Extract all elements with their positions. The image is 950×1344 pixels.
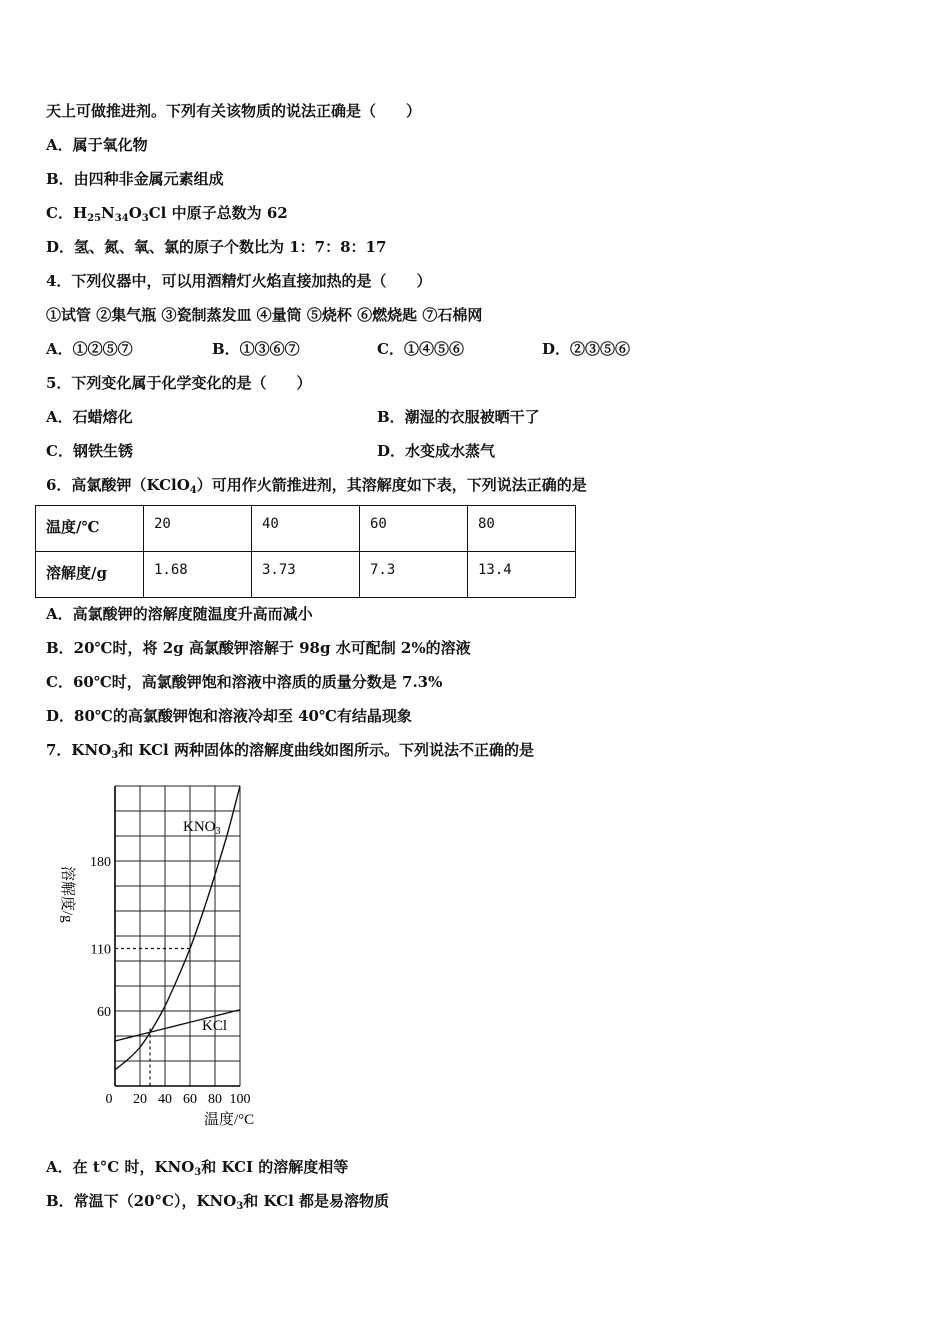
q3-option-b: B．由四种非金属元素组成 <box>46 170 224 188</box>
chart-tick-labels <box>90 855 251 1107</box>
y-tick-label: 60 <box>97 1005 111 1020</box>
q7-stem-pre: 7．KNO <box>46 741 112 759</box>
series-label-kcl: KCl <box>202 1018 228 1034</box>
x-tick-label: 40 <box>158 1092 172 1107</box>
q7-a-sub: 3 <box>194 1167 202 1178</box>
y-tick-label: 110 <box>90 942 111 958</box>
q6-stem <box>46 473 587 497</box>
x-tick-label: 20 <box>133 1092 147 1107</box>
series-label-kno3 <box>183 819 221 837</box>
q3-option-c <box>46 201 288 225</box>
q7-b-pre: B．常温下（20°C），KNO <box>46 1192 237 1210</box>
q7-b-sub: 3 <box>236 1201 244 1212</box>
q3-c-pre: C．H <box>46 204 88 222</box>
x-axis-label: 温度/°C <box>204 1112 255 1128</box>
q5-option-a: A．石蜡熔化 <box>46 408 133 426</box>
q5-options-row1 <box>46 405 646 429</box>
table-row-temperature <box>36 506 576 552</box>
q7-stem-post: 和 KCl 两种固体的溶解度曲线如图所示。下列说法不正确的是 <box>118 741 534 759</box>
q7-option-b <box>46 1189 389 1213</box>
q7-option-a <box>46 1155 348 1179</box>
q6-option-b: B．20℃时，将 2g 高氯酸钾溶解于 98g 水可配制 2%的溶液 <box>46 639 471 657</box>
q7-b-post: 和 KCl 都是易溶物质 <box>243 1192 389 1210</box>
chart-dashed-guides <box>115 949 190 1087</box>
y-tick-label: 180 <box>90 855 111 870</box>
q3-c-sub1: 25 <box>87 213 102 224</box>
q5-option-b: B．潮湿的衣服被晒干了 <box>377 408 540 426</box>
table-header-solubility: 溶解度/g <box>36 552 144 598</box>
q7-a-post: 和 KCI 的溶解度相等 <box>201 1158 349 1176</box>
q5-options-row2 <box>46 439 646 463</box>
solubility-curve-chart <box>50 778 280 1134</box>
q5-option-d: D．水变成水蒸气 <box>377 442 496 460</box>
table-cell: 3.73 <box>252 552 360 598</box>
q3-option-d: D．氢、氮、氧、氯的原子个数比为 1：7：8：17 <box>46 238 387 256</box>
q6-stem-post: ）可用作火箭推进剂，其溶解度如下表，下列说法正确的是 <box>196 476 587 494</box>
q6-stem-pre: 6．高氯酸钾（KClO <box>46 476 190 494</box>
q3-stem: 天上可做推进剂。下列有关该物质的说法正确是（ ） <box>46 102 422 120</box>
q4-stem: 4．下列仪器中，可以用酒精灯火焰直接加热的是（ ） <box>46 272 432 290</box>
q5-stem: 5．下列变化属于化学变化的是（ ） <box>46 374 312 392</box>
table-cell: 40 <box>252 506 360 552</box>
x-tick-label: 0 <box>105 1092 113 1107</box>
q4-items: ①试管 ②集气瓶 ③瓷制蒸发皿 ④量筒 ⑤烧杯 ⑥燃烧匙 ⑦石棉网 <box>46 306 483 324</box>
q7-stem <box>46 738 534 762</box>
x-tick-label: 60 <box>183 1092 197 1107</box>
q4-option-b: B．①③⑥⑦ <box>212 340 300 358</box>
q3-c-sub2: 34 <box>114 213 129 224</box>
table-cell: 7.3 <box>360 552 468 598</box>
q4-options <box>46 337 666 361</box>
chart-grid <box>115 786 240 1086</box>
q6-option-a: A．高氯酸钾的溶解度随温度升高而减小 <box>46 605 313 623</box>
q3-option-a: A．属于氧化物 <box>46 136 148 154</box>
x-tick-label: 100 <box>229 1092 251 1107</box>
table-row-solubility <box>36 552 576 598</box>
q7-stem-sub: 3 <box>111 750 119 761</box>
q3-c-mid2: O <box>128 204 142 222</box>
q3-c-sub3: 3 <box>141 213 149 224</box>
table-cell: 80 <box>468 506 576 552</box>
y-axis-label: 溶解度/g <box>59 866 75 923</box>
q4-option-a: A．①②⑤⑦ <box>46 340 133 358</box>
series-label-kno3-sub: 3 <box>215 826 221 837</box>
x-tick-label: 80 <box>208 1092 222 1107</box>
series-label-kno3-main: KNO <box>183 819 216 835</box>
q6-stem-sub: 4 <box>189 485 197 496</box>
table-cell: 1.68 <box>144 552 252 598</box>
table-cell: 20 <box>144 506 252 552</box>
solubility-table <box>35 505 576 598</box>
table-header-temperature: 温度/℃ <box>36 506 144 552</box>
q3-c-post: Cl 中原子总数为 62 <box>148 204 288 222</box>
q7-a-pre: A．在 t°C 时，KNO <box>46 1158 195 1176</box>
q6-option-c: C．60℃时，高氯酸钾饱和溶液中溶质的质量分数是 7.3% <box>46 673 443 691</box>
q4-option-c: C．①④⑤⑥ <box>377 340 464 358</box>
table-cell: 60 <box>360 506 468 552</box>
table-cell: 13.4 <box>468 552 576 598</box>
q4-option-d: D．②③⑤⑥ <box>542 340 631 358</box>
q5-option-c: C．钢铁生锈 <box>46 442 133 460</box>
q3-c-mid1: N <box>101 204 115 222</box>
q6-option-d: D．80℃的高氯酸钾饱和溶液冷却至 40℃有结晶现象 <box>46 707 412 725</box>
